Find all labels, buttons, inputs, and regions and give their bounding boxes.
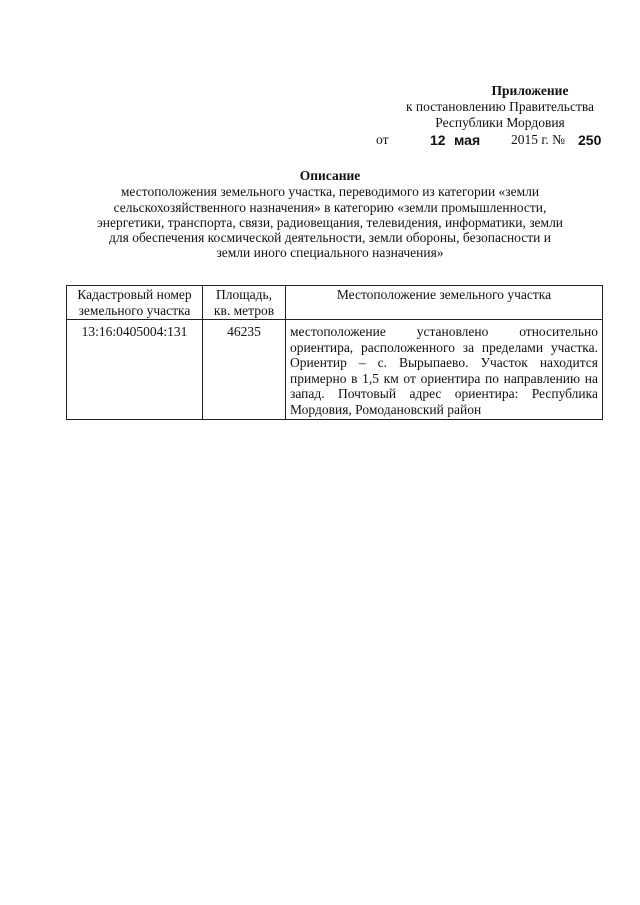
- table-row: [67, 320, 603, 420]
- description-heading: Описание: [299, 168, 361, 183]
- land-parcel-table: [66, 285, 603, 420]
- header-cadastral-line-1: Кадастровый номер: [77, 287, 192, 302]
- header-cadastral-number: [67, 286, 203, 320]
- date-day: 12: [430, 132, 446, 148]
- appendix-title: Приложение: [491, 83, 569, 98]
- table-header-row: [67, 286, 603, 320]
- cell-area: 46235: [203, 320, 286, 420]
- cell-location: местоположение установлено относительно ориентира, расположенного за пределами участка. Ориентир – с. Вырыпаево. Участок находится примерно в 1,5 км от ориентира по направлению на запад. Почтовый адрес ориентира: Республика Мордовия, Ромодановский район: [286, 320, 603, 420]
- appendix-block: [330, 83, 630, 150]
- date-month: мая: [454, 132, 481, 148]
- description-line: сельскохозяйственного назначения» в категорию «земли промышленности,: [113, 199, 547, 215]
- description-block: [60, 168, 600, 261]
- description-line: энергетики, транспорта, связи, радиовещания, телевидения, информатики, земли: [96, 214, 564, 230]
- header-area: [203, 286, 286, 320]
- header-location: Местоположение земельного участка: [286, 286, 603, 320]
- header-cadastral-line-2: земельного участка: [78, 302, 191, 318]
- date-from-label: от: [376, 132, 389, 147]
- resolution-number: 250: [578, 132, 602, 148]
- header-area-line-1: Площадь,: [215, 287, 273, 302]
- date-year: 2015 г. №: [511, 132, 566, 147]
- appendix-line-2: Республики Мордовия: [435, 115, 565, 130]
- appendix-line-1: к постановлению Правительства: [405, 99, 595, 114]
- cell-cadastral-number: 13:16:0405004:131: [67, 320, 203, 420]
- header-area-line-2: кв. метров: [213, 302, 275, 318]
- description-line: местоположения земельного участка, переводимого из категории «земли: [120, 184, 540, 200]
- appendix-date-line: [330, 132, 630, 150]
- description-line: для обеспечения космической деятельности, земли обороны, безопасности и: [109, 230, 551, 246]
- description-line: земли иного специального назначения»: [216, 245, 444, 261]
